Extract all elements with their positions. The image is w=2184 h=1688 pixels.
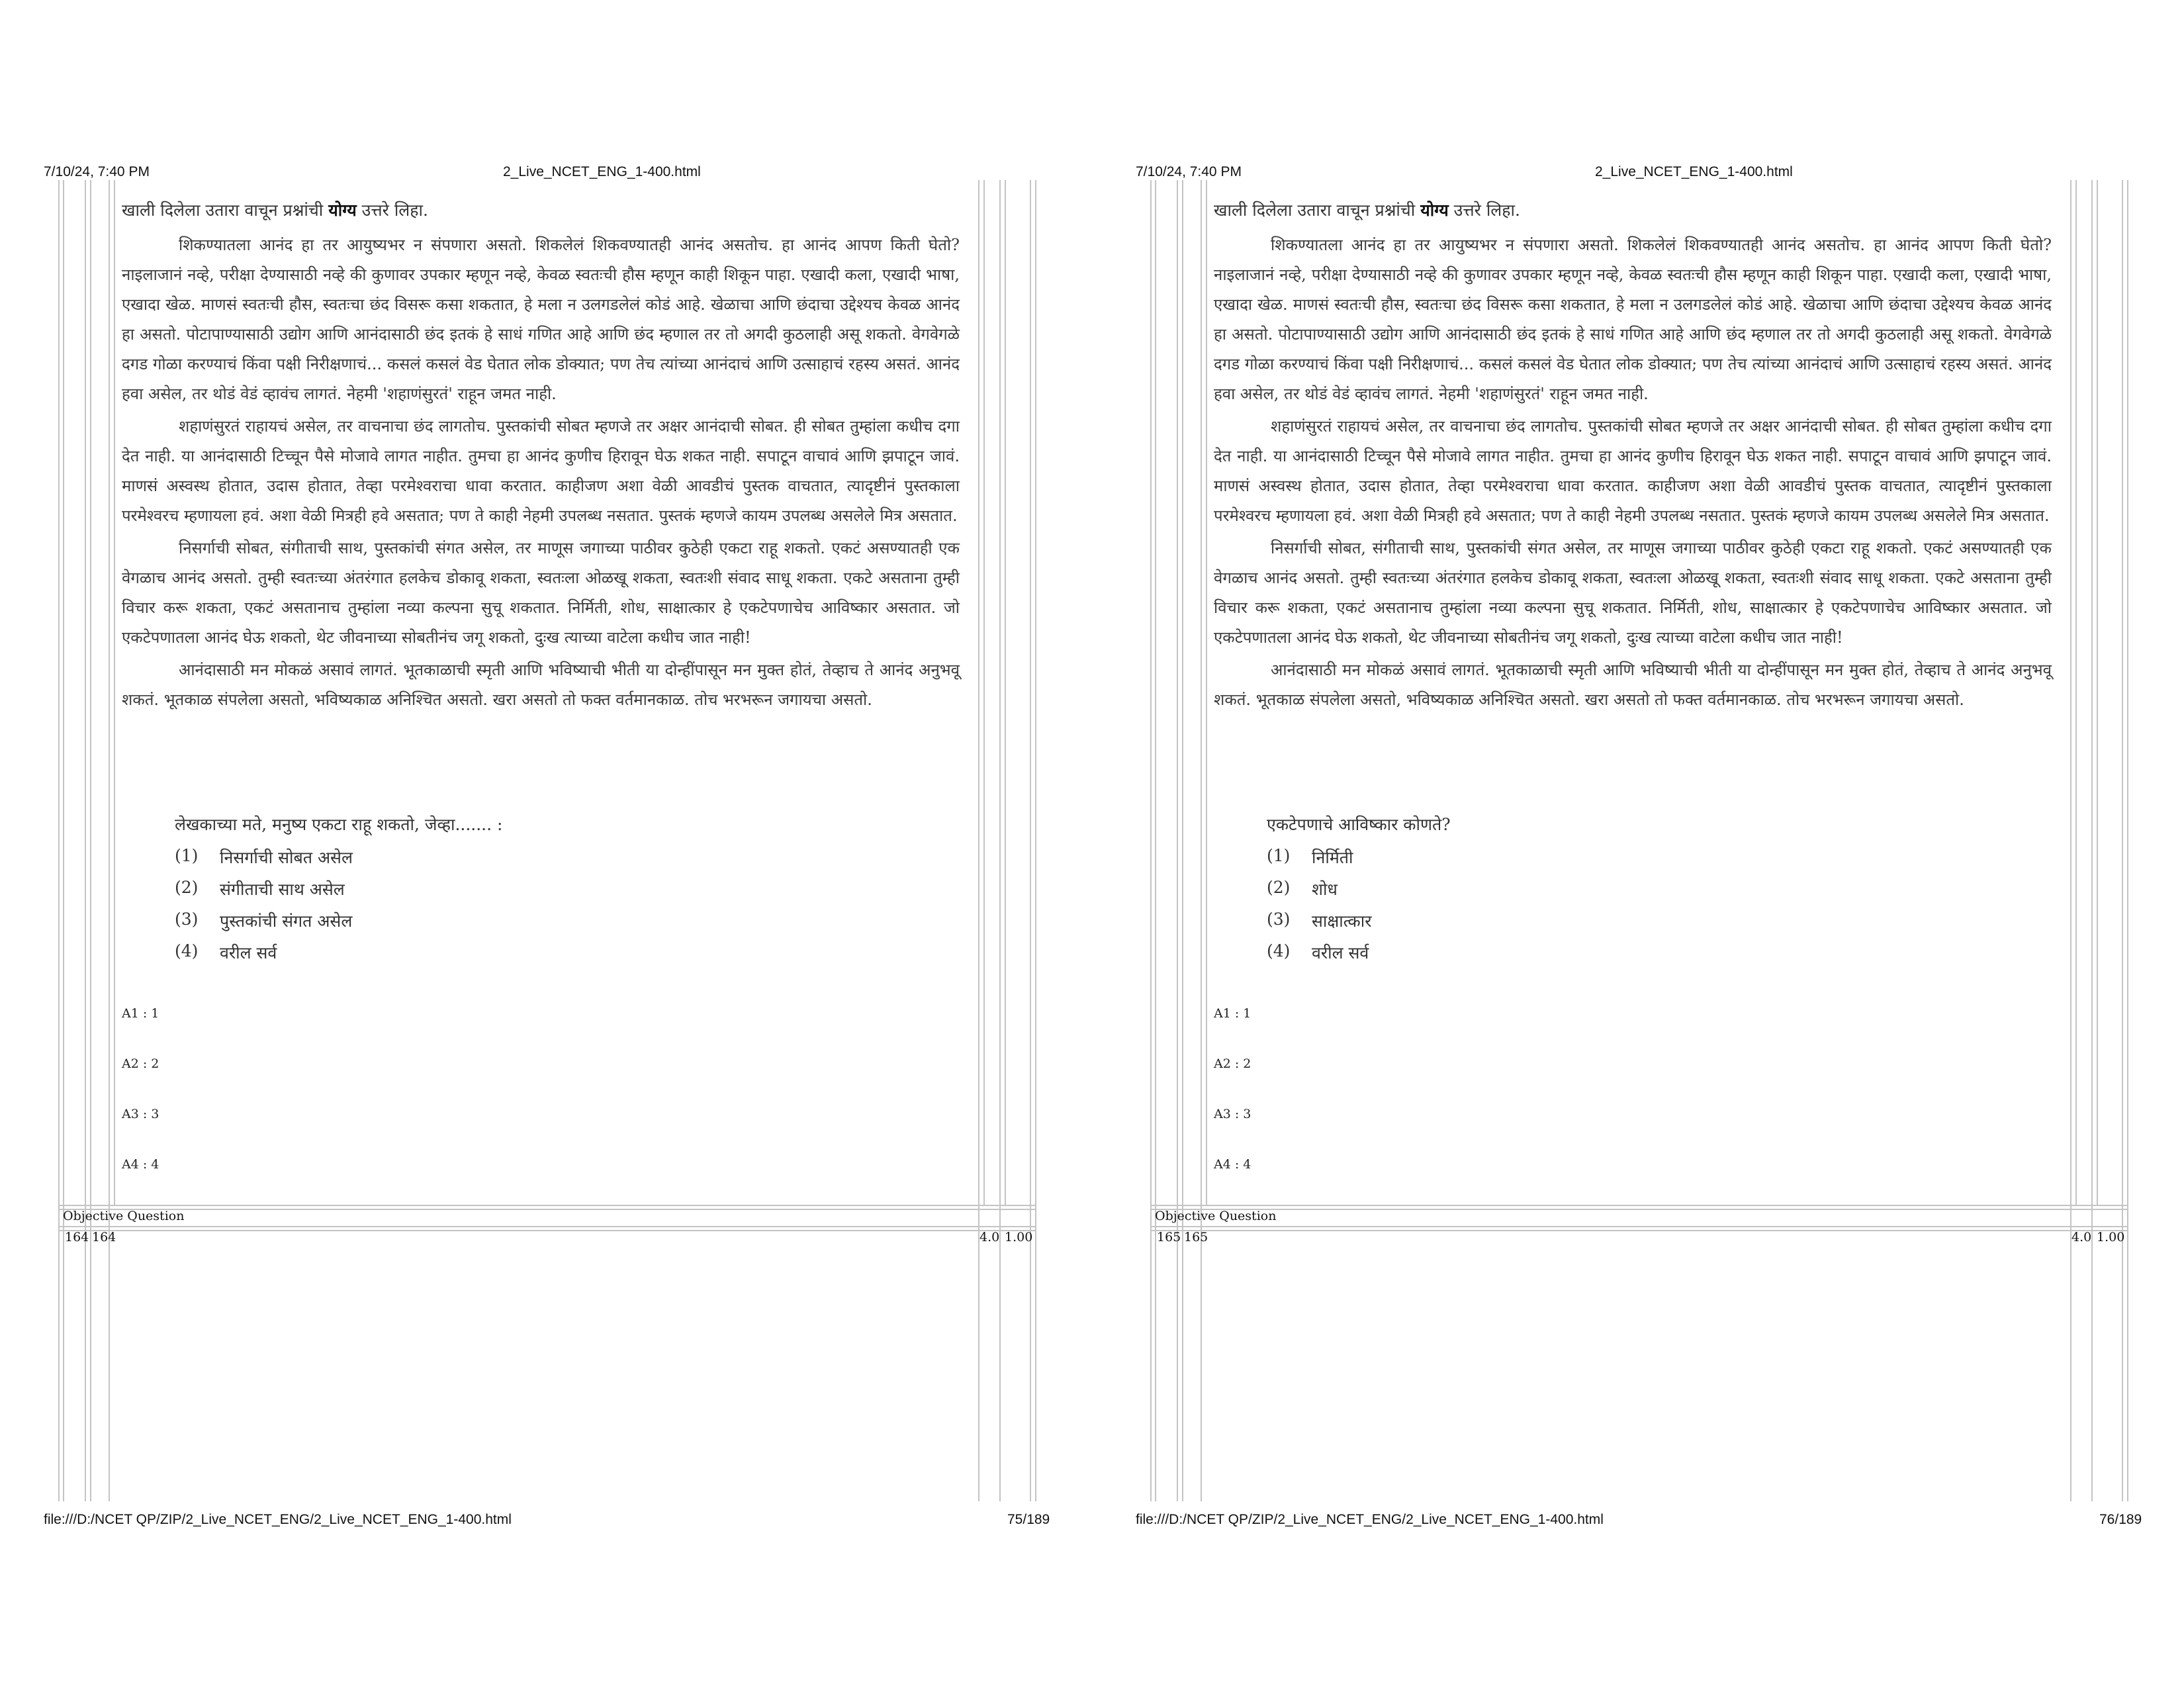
answer-item: A2 : 2 bbox=[122, 1056, 159, 1071]
table-border bbox=[58, 1205, 1035, 1206]
option-text: साक्षात्कार bbox=[1312, 912, 1372, 931]
instruction-bold: योग्य bbox=[1420, 201, 1449, 220]
table-border bbox=[58, 180, 60, 1501]
header-title: 2_Live_NCET_ENG_1-400.html bbox=[503, 164, 701, 179]
option-number: (1) bbox=[1267, 846, 1291, 865]
option-item bbox=[1267, 941, 1371, 973]
answer-item: A4 : 4 bbox=[122, 1157, 159, 1172]
answer-item: A2 : 2 bbox=[1214, 1056, 1251, 1071]
table-border bbox=[2127, 180, 2128, 1501]
table-border bbox=[2091, 180, 2093, 1501]
objective-question-label: Objective Question bbox=[63, 1209, 185, 1223]
option-list bbox=[175, 846, 353, 973]
table-border bbox=[63, 180, 64, 1501]
header-date: 7/10/24, 7:40 PM bbox=[44, 164, 150, 179]
passage-paragraph: निसर्गाची सोबत, संगीताची साथ, पुस्तकांची संगत असेल, तर माणूस जगाच्या पाठीवर कुठेही एकटा राहू शकतो. एकटं असण्यातही एक वेगळाच आनंद असतो. तुम्ही स्वतःच्या अंतरंगात हलकेच डोकावू शकता, स्वतःला ओळखू शकता, स्वतःशी संवाद साधू शकता. एकटे असताना तुम्ही विचार करू शकता, एकटं असतानाच तुम्हांला नव्या कल्पना सुचू शकतात. निर्मिती, शोध, साक्षात्कार हे एकटेपणाचेच आविष्कार असतात. जो एकटेपणातला आनंद घेऊ शकतो, थेट जीवनाच्या सोबतीनंच जगू शकतो, दुःख त्याच्या वाटेला कधीच जात नाही! bbox=[1214, 539, 2052, 647]
passage-paragraph: शहाणंसुरतं राहायचं असेल, तर वाचनाचा छंद लागतोच. पुस्तकांची सोबत म्हणजे तर अक्षर आनंदाची सोबत. ही सोबत तुम्हांला कधीच दगा देत नाही. या आनंदासाठी टिच्चून पैसे मोजावे लागत नाहीत. तुमचा हा आनंद कुणीच हिरावून घेऊ शकत नाही. सपाटून वाचावं आणि झपाटून जावं. माणसं अस्वस्थ होतात, उदास होतात, तेव्हा परमेश्वराचा धावा करतात. काहीजण अशा वेळी आवडीचं पुस्तक वाचतात, त्यादृष्टीनं पुस्तकाला परमेश्वरच म्हणायला हवं. अशा वेळी मित्रही हवे असतात; पण ते काही नेहमी उपलब्ध नसतात. पुस्तकं म्हणजे कायम उपलब्ध असलेले मित्र असतात. bbox=[122, 417, 960, 525]
question-number: 164 bbox=[92, 1230, 116, 1244]
option-text: संगीताची साथ असेल bbox=[220, 880, 345, 899]
print-page-76 bbox=[1092, 0, 2184, 1688]
instruction-text: उत्तरे लिहा. bbox=[361, 201, 428, 220]
table-border bbox=[1201, 180, 1202, 1501]
table-border bbox=[2075, 180, 2077, 1205]
passage bbox=[1214, 199, 2052, 718]
answer-item: A3 : 3 bbox=[1214, 1107, 1251, 1121]
table-border bbox=[1206, 180, 1207, 1205]
question-number: 165 bbox=[1184, 1230, 1208, 1244]
option-item bbox=[175, 878, 353, 910]
positive-marks: 4.0 bbox=[979, 1230, 1000, 1244]
question-text: लेखकाच्या मते, मनुष्य एकटा राहू शकतो, जेव्हा....... : bbox=[175, 815, 503, 834]
passage-instruction bbox=[1214, 199, 2052, 221]
option-number: (1) bbox=[175, 846, 199, 865]
table-border bbox=[999, 180, 1001, 1501]
option-text: वरील सर्व bbox=[1312, 943, 1369, 962]
option-number: (4) bbox=[1267, 941, 1291, 961]
option-item bbox=[175, 941, 353, 973]
objective-question-label: Objective Question bbox=[1155, 1209, 1277, 1223]
table-border bbox=[1005, 180, 1006, 1205]
negative-marks: 1.00 bbox=[2097, 1230, 2125, 1244]
option-number: (2) bbox=[175, 878, 199, 897]
option-list bbox=[1267, 846, 1371, 973]
serial-number: 164 bbox=[65, 1230, 89, 1244]
option-number: (3) bbox=[175, 910, 199, 929]
option-item bbox=[1267, 878, 1371, 910]
table-border bbox=[109, 180, 110, 1501]
table-border bbox=[1177, 180, 1178, 1501]
passage-paragraph: शिकण्यातला आनंद हा तर आयुष्यभर न संपणारा असतो. शिकलेलं शिकवण्यातही आनंद असतोच. हा आनंद आपण किती घेतो? नाइलाजानं नव्हे, परीक्षा देण्यासाठी नव्हे की कुणावर उपकार म्हणून नव्हे, केवळ स्वतःची हौस म्हणून काही शिकून पाहा. एखादी कला, एखादी भाषा, एखादा खेळ. माणसं स्वतःची हौस, स्वतःचा छंद विसरू कसा शकतात, हे मला न उलगडलेलं कोडं आहे. खेळाचा आणि छंदाचा उद्देश्यच केवळ आनंद हा असतो. पोटापाण्यासाठी उद्योग आणि आनंदासाठी छंद इतकं हे साधं गणित आहे आणि छंद म्हणाल तर तो अगदी कुठलाही असू शकतो. वेगवेगळे दगड गोळा करण्याचं किंवा पक्षी निरीक्षणाचं... कसलं कसलं वेड घेतात लोक डोक्यात; पण तेच त्यांच्या आनंदाचं आणि उत्साहाचं रहस्य असतं. आनंद हवा असेल, तर थोडं वेडं व्हावंच लागतं. नेहमी 'शहाणंसुरतं' राहून जमत नाही. bbox=[1214, 236, 2052, 403]
option-number: (2) bbox=[1267, 878, 1291, 897]
answer-item: A1 : 1 bbox=[122, 1006, 159, 1021]
instruction-bold: योग्य bbox=[328, 201, 357, 220]
option-number: (4) bbox=[175, 941, 199, 961]
passage-paragraph: शहाणंसुरतं राहायचं असेल, तर वाचनाचा छंद लागतोच. पुस्तकांची सोबत म्हणजे तर अक्षर आनंदाची सोबत. ही सोबत तुम्हांला कधीच दगा देत नाही. या आनंदासाठी टिच्चून पैसे मोजावे लागत नाहीत. तुमचा हा आनंद कुणीच हिरावून घेऊ शकत नाही. सपाटून वाचावं आणि झपाटून जावं. माणसं अस्वस्थ होतात, उदास होतात, तेव्हा परमेश्वराचा धावा करतात. काहीजण अशा वेळी आवडीचं पुस्तक वाचतात, त्यादृष्टीनं पुस्तकाला परमेश्वरच म्हणायला हवं. अशा वेळी मित्रही हवे असतात; पण ते काही नेहमी उपलब्ध नसतात. पुस्तकं म्हणजे कायम उपलब्ध असलेले मित्र असतात. bbox=[1214, 417, 2052, 525]
option-text: निर्मिती bbox=[1312, 848, 1353, 867]
option-item bbox=[175, 910, 353, 941]
table-border bbox=[1030, 180, 1031, 1501]
table-border bbox=[90, 180, 91, 1501]
question-text: एकटेपणाचे आविष्कार कोणते? bbox=[1267, 815, 1451, 834]
table-border bbox=[1150, 1226, 2127, 1227]
answer-item: A3 : 3 bbox=[122, 1107, 159, 1121]
instruction-text: खाली दिलेला उतारा वाचून प्रश्नांची bbox=[1214, 201, 1416, 220]
footer-page-number: 76/189 bbox=[2099, 1512, 2142, 1527]
table-border bbox=[1150, 1205, 2127, 1206]
table-border bbox=[58, 1226, 1035, 1227]
table-border bbox=[114, 180, 115, 1205]
table-border bbox=[1182, 180, 1183, 1501]
instruction-text: खाली दिलेला उतारा वाचून प्रश्नांची bbox=[122, 201, 324, 220]
table-border bbox=[978, 180, 979, 1501]
table-border bbox=[1150, 180, 1152, 1501]
passage-paragraph: शिकण्यातला आनंद हा तर आयुष्यभर न संपणारा असतो. शिकलेलं शिकवण्यातही आनंद असतोच. हा आनंद आपण किती घेतो? नाइलाजानं नव्हे, परीक्षा देण्यासाठी नव्हे की कुणावर उपकार म्हणून नव्हे, केवळ स्वतःची हौस म्हणून काही शिकून पाहा. एखादी कला, एखादी भाषा, एखादा खेळ. माणसं स्वतःची हौस, स्वतःचा छंद विसरू कसा शकतात, हे मला न उलगडलेलं कोडं आहे. खेळाचा आणि छंदाचा उद्देश्यच केवळ आनंद हा असतो. पोटापाण्यासाठी उद्योग आणि आनंदासाठी छंद इतकं हे साधं गणित आहे आणि छंद म्हणाल तर तो अगदी कुठलाही असू शकतो. वेगवेगळे दगड गोळा करण्याचं किंवा पक्षी निरीक्षणाचं... कसलं कसलं वेड घेतात लोक डोक्यात; पण तेच त्यांच्या आनंदाचं आणि उत्साहाचं रहस्य असतं. आनंद हवा असेल, तर थोडं वेडं व्हावंच लागतं. नेहमी 'शहाणंसुरतं' राहून जमत नाही. bbox=[122, 236, 960, 403]
passage-paragraph: आनंदासाठी मन मोकळं असावं लागतं. भूतकाळाची स्मृती आणि भविष्याची भीती या दोन्हींपासून मन मुक्त होतं, तेव्हाच ते आनंद अनुभवू शकतं. भूतकाळ संपलेला असतो, भविष्यकाळ अनिश्चित असतो. खरा असतो तो फक्त वर्तमानकाळ. तोच भरभरून जगायचा असतो. bbox=[1214, 661, 2052, 709]
option-item bbox=[1267, 910, 1371, 941]
answer-item: A4 : 4 bbox=[1214, 1157, 1251, 1172]
table-border bbox=[58, 1209, 1035, 1210]
instruction-text: उत्तरे लिहा. bbox=[1453, 201, 1520, 220]
option-text: निसर्गाची सोबत असेल bbox=[220, 848, 353, 867]
table-border bbox=[85, 180, 86, 1501]
passage-paragraph: आनंदासाठी मन मोकळं असावं लागतं. भूतकाळाची स्मृती आणि भविष्याची भीती या दोन्हींपासून मन मुक्त होतं, तेव्हाच ते आनंद अनुभवू शकतं. भूतकाळ संपलेला असतो, भविष्यकाळ अनिश्चित असतो. खरा असतो तो फक्त वर्तमानकाळ. तोच भरभरून जगायचा असतो. bbox=[122, 661, 960, 709]
option-text: वरील सर्व bbox=[220, 943, 277, 962]
footer-file-path: file:///D:/NCET QP/ZIP/2_Live_NCET_ENG/2_Live_NCET_ENG_1-400.html bbox=[1136, 1512, 1604, 1527]
passage-paragraph: निसर्गाची सोबत, संगीताची साथ, पुस्तकांची संगत असेल, तर माणूस जगाच्या पाठीवर कुठेही एकटा राहू शकतो. एकटं असण्यातही एक वेगळाच आनंद असतो. तुम्ही स्वतःच्या अंतरंगात हलकेच डोकावू शकता, स्वतःला ओळखू शकता, स्वतःशी संवाद साधू शकता. एकटे असताना तुम्ही विचार करू शकता, एकटं असतानाच तुम्हांला नव्या कल्पना सुचू शकतात. निर्मिती, शोध, साक्षात्कार हे एकटेपणाचेच आविष्कार असतात. जो एकटेपणातला आनंद घेऊ शकतो, थेट जीवनाच्या सोबतीनंच जगू शकतो, दुःख त्याच्या वाटेला कधीच जात नाही! bbox=[122, 539, 960, 647]
negative-marks: 1.00 bbox=[1005, 1230, 1033, 1244]
table-border bbox=[58, 1230, 1035, 1231]
table-border bbox=[2097, 180, 2098, 1205]
footer-page-number: 75/189 bbox=[1007, 1512, 1050, 1527]
option-item bbox=[1267, 846, 1371, 878]
option-number: (3) bbox=[1267, 910, 1291, 929]
option-text: पुस्तकांची संगत असेल bbox=[220, 912, 353, 931]
serial-number: 165 bbox=[1157, 1230, 1181, 1244]
passage bbox=[122, 199, 960, 718]
table-border bbox=[1150, 1209, 2127, 1210]
answer-item: A1 : 1 bbox=[1214, 1006, 1251, 1021]
header-title: 2_Live_NCET_ENG_1-400.html bbox=[1595, 164, 1793, 179]
positive-marks: 4.0 bbox=[2071, 1230, 2092, 1244]
answer-key bbox=[122, 1006, 159, 1207]
table-border bbox=[1155, 180, 1156, 1501]
table-border bbox=[1035, 180, 1036, 1501]
option-text: शोध bbox=[1312, 880, 1338, 899]
option-item bbox=[175, 846, 353, 878]
header-date: 7/10/24, 7:40 PM bbox=[1136, 164, 1242, 179]
table-border bbox=[983, 180, 985, 1205]
footer-file-path: file:///D:/NCET QP/ZIP/2_Live_NCET_ENG/2_Live_NCET_ENG_1-400.html bbox=[44, 1512, 512, 1527]
table-border bbox=[2122, 180, 2123, 1501]
table-border bbox=[1150, 1230, 2127, 1231]
passage-instruction bbox=[122, 199, 960, 221]
table-border bbox=[2070, 180, 2071, 1501]
answer-key bbox=[1214, 1006, 1251, 1207]
